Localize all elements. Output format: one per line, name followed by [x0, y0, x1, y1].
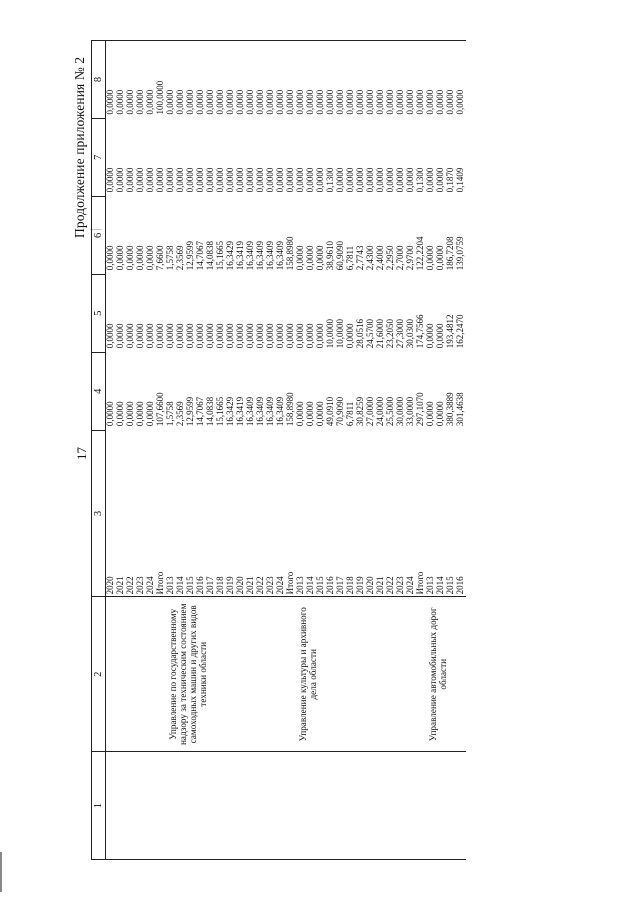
- value-col5: 0,0000: [265, 323, 276, 349]
- column-header: 7: [92, 118, 106, 196]
- year-cell: 2014: [175, 576, 186, 595]
- value-col5: 0,0000: [285, 323, 296, 349]
- value-col8: 0,0000: [176, 41, 186, 119]
- value-col8: 100,0000: [156, 41, 166, 119]
- year-cell: 2016: [325, 576, 336, 595]
- total-value: 2,3569: [175, 401, 186, 427]
- value-col8: 0,0000: [436, 41, 446, 119]
- value-col5: 0,0000: [235, 323, 246, 349]
- value-col7: 0,0000: [185, 167, 196, 193]
- total-value: 158,8980: [285, 392, 296, 427]
- value-col8: 0,0000: [216, 41, 226, 119]
- value-col6: 14,0838: [205, 241, 216, 271]
- total-value: 16,3419: [235, 396, 246, 427]
- year-cell: 2024: [145, 576, 156, 595]
- value-col5: 30,0300: [405, 318, 416, 349]
- column-header: 4: [92, 352, 106, 430]
- year-cell: 2023: [395, 576, 406, 595]
- year-cell: 2013: [295, 576, 306, 595]
- cell-col1: [166, 752, 296, 860]
- value-col7: 0,0000: [375, 167, 386, 193]
- year-cell: Итого: [415, 571, 426, 595]
- year-cell: 2023: [135, 576, 146, 595]
- value-col5: 0,0000: [125, 323, 136, 349]
- value-col5: 0,0000: [255, 323, 266, 349]
- total-value: 12,9599: [185, 396, 196, 427]
- value-col5: 193,4812: [445, 314, 456, 349]
- value-col8: 0,0000: [236, 41, 246, 119]
- value-col6: 0,0000: [315, 245, 326, 271]
- value-col8: 0,0000: [186, 41, 196, 119]
- year-cell: 2015: [445, 576, 456, 595]
- value-col6: 14,7067: [195, 241, 206, 271]
- table-row: [166, 41, 176, 860]
- year-cell: 2024: [405, 576, 416, 595]
- total-value: 0,0000: [425, 401, 436, 427]
- total-value: 1,5758: [165, 401, 176, 427]
- year-cell: 2016: [455, 576, 466, 595]
- total-value: 25,5000: [385, 396, 396, 427]
- value-col6: 2,7743: [355, 245, 366, 271]
- value-col7: 0,0000: [195, 167, 206, 193]
- year-cell: 2018: [215, 576, 226, 595]
- value-col7: 0,0000: [305, 167, 316, 193]
- value-col6: 6,7811: [345, 245, 356, 271]
- total-value: 27,0000: [365, 396, 376, 427]
- year-cell: 2022: [255, 576, 266, 595]
- column-header: 3: [92, 430, 106, 597]
- value-col7: 0,0000: [115, 167, 126, 193]
- value-col7: 0,0000: [155, 167, 166, 193]
- value-col8: 0,0000: [286, 41, 296, 119]
- cell-col1: [106, 752, 167, 860]
- total-value: 30,0000: [395, 396, 406, 427]
- value-col6: 2,3569: [175, 245, 186, 271]
- budget-table: [91, 40, 466, 860]
- value-col6: 2,9700: [405, 245, 416, 271]
- total-value: 24,0000: [375, 396, 386, 427]
- value-col7: 0,0000: [315, 167, 326, 193]
- total-value: 0,0000: [315, 401, 326, 427]
- value-col7: 0,0000: [275, 167, 286, 193]
- value-col8: 0,0000: [456, 41, 466, 119]
- value-col8: 0,0000: [426, 41, 436, 119]
- value-col7: 0,0000: [345, 167, 356, 193]
- value-col8: 0,0000: [346, 41, 356, 119]
- scan-edge-mark: [0, 852, 2, 892]
- value-col5: 0,0000: [175, 323, 186, 349]
- value-col7: 0,0000: [385, 167, 396, 193]
- total-value: 16,3429: [225, 396, 236, 427]
- value-col7: 0,0000: [435, 167, 446, 193]
- column-header: 8: [92, 41, 106, 119]
- year-cell: 2024: [275, 576, 286, 595]
- document-page: [72, 40, 568, 860]
- value-col6: 1,5758: [165, 245, 176, 271]
- value-col8: 0,0000: [196, 41, 206, 119]
- value-col8: 0,0000: [396, 41, 406, 119]
- value-col8: 0,0000: [336, 41, 346, 119]
- value-col6: 158,8980: [285, 236, 296, 271]
- value-col8: 0,0000: [446, 41, 456, 119]
- value-col6: 2,7000: [395, 245, 406, 271]
- year-cell: 2019: [225, 576, 236, 595]
- year-cell: 2023: [265, 576, 276, 595]
- value-col7: 0,0000: [365, 167, 376, 193]
- value-col6: 0,0000: [305, 245, 316, 271]
- department-name: Управление по государственному надзору за техническим состоянием самоходных машин и других видов техники области: [166, 597, 296, 752]
- value-col6: 122,2204: [415, 236, 426, 271]
- year-cell: 2017: [335, 576, 346, 595]
- year-cell: Итого: [155, 571, 166, 595]
- value-col7: 0,0000: [125, 167, 136, 193]
- year-cell: 2016: [195, 576, 206, 595]
- column-header: 1: [92, 752, 106, 860]
- value-col8: 0,0000: [316, 41, 326, 119]
- value-col8: 0,0000: [386, 41, 396, 119]
- value-col8: 0,0000: [406, 41, 416, 119]
- year-cell: 2020: [105, 576, 116, 595]
- value-col7: 0,0000: [105, 167, 116, 193]
- total-value: 30,8259: [355, 396, 366, 427]
- total-value: 16,3409: [255, 396, 266, 427]
- value-col5: 174,7566: [415, 314, 426, 349]
- value-col5: 0,0000: [275, 323, 286, 349]
- value-col5: 10,0000: [325, 318, 336, 349]
- column-header: 6: [92, 196, 106, 274]
- year-cell: 2014: [435, 576, 446, 595]
- value-col7: 0,0000: [285, 167, 296, 193]
- total-value: 301,4638: [455, 392, 466, 427]
- value-col7: 0,0000: [165, 167, 176, 193]
- total-value: 0,0000: [435, 401, 446, 427]
- year-cell: 2013: [425, 576, 436, 595]
- department-name: Управление культуры и архивного дела области: [296, 597, 426, 752]
- department-name: [106, 597, 167, 752]
- value-col7: 0,0000: [225, 167, 236, 193]
- total-value: 0,0000: [305, 401, 316, 427]
- year-cell: 2021: [115, 576, 126, 595]
- value-col8: 0,0000: [146, 41, 156, 119]
- total-value: 15,1665: [215, 396, 226, 427]
- value-col8: 0,0000: [206, 41, 216, 119]
- total-value: 6,7811: [345, 401, 356, 427]
- year-cell: 2014: [305, 576, 316, 595]
- value-col8: 0,0000: [226, 41, 236, 119]
- value-col6: 0,0000: [115, 245, 126, 271]
- cell-col1: [296, 752, 426, 860]
- value-col7: 0,0000: [135, 167, 146, 193]
- total-value: 297,1070: [415, 392, 426, 427]
- table-row: [296, 41, 306, 860]
- value-col6: 186,7208: [445, 236, 456, 271]
- value-col5: 27,3000: [395, 318, 406, 349]
- total-value: 70,9090: [335, 396, 346, 427]
- value-col5: 10,0000: [335, 318, 346, 349]
- value-col8: 0,0000: [246, 41, 256, 119]
- total-value: 0,0000: [295, 401, 306, 427]
- value-col8: 0,0000: [306, 41, 316, 119]
- total-value: 0,0000: [145, 401, 156, 427]
- value-col8: 0,0000: [276, 41, 286, 119]
- department-name: Управление автомобильных дорог области: [426, 597, 466, 752]
- total-value: 0,0000: [125, 401, 136, 427]
- value-col7: 0,0000: [265, 167, 276, 193]
- value-col8: 0,0000: [356, 41, 366, 119]
- value-col6: 60,9090: [335, 241, 346, 271]
- value-col6: 15,1665: [215, 241, 226, 271]
- table-body: [106, 41, 467, 860]
- value-col6: 2,4300: [365, 245, 376, 271]
- total-value: 16,3409: [275, 396, 286, 427]
- value-col5: 0,0000: [315, 323, 326, 349]
- value-col5: 0,0000: [115, 323, 126, 349]
- value-col7: 0,1300: [325, 167, 336, 193]
- value-col7: 0,0000: [235, 167, 246, 193]
- value-col6: 16,3429: [225, 241, 236, 271]
- value-col5: 23,2050: [385, 318, 396, 349]
- total-value: 0,0000: [135, 401, 146, 427]
- value-col6: 0,0000: [435, 245, 446, 271]
- year-cell: 2019: [355, 576, 366, 595]
- year-cell: Итого: [285, 571, 296, 595]
- value-col7: 0,0000: [405, 167, 416, 193]
- year-cell: 2013: [165, 576, 176, 595]
- column-header: 5: [92, 274, 106, 352]
- column-header-row: [92, 41, 106, 860]
- total-value: 16,3409: [245, 396, 256, 427]
- value-col7: 0,1870: [445, 167, 456, 193]
- year-cell: 2022: [125, 576, 136, 595]
- cell-col1: [426, 752, 466, 860]
- total-value: 33,0000: [405, 396, 416, 427]
- value-col6: 16,3419: [235, 241, 246, 271]
- value-col6: 0,0000: [105, 245, 116, 271]
- value-col5: 0,0000: [435, 323, 446, 349]
- value-col6: 12,9599: [185, 241, 196, 271]
- value-col7: 0,0000: [215, 167, 226, 193]
- value-col5: 0,0000: [185, 323, 196, 349]
- value-col8: 0,0000: [116, 41, 126, 119]
- value-col7: 0,1409: [455, 167, 466, 193]
- value-col8: 0,0000: [296, 41, 306, 119]
- year-cell: 2015: [315, 576, 326, 595]
- total-value: 16,3409: [265, 396, 276, 427]
- value-col7: 0,0000: [145, 167, 156, 193]
- value-col8: 0,0000: [326, 41, 336, 119]
- value-col7: 0,0000: [395, 167, 406, 193]
- value-col6: 2,4000: [375, 245, 386, 271]
- value-col7: 0,0000: [255, 167, 266, 193]
- total-value: 380,3889: [445, 392, 456, 427]
- value-col6: 0,0000: [135, 245, 146, 271]
- value-col7: 0,0000: [425, 167, 436, 193]
- value-col8: 0,0000: [256, 41, 266, 119]
- value-col6: 2,2950: [385, 245, 396, 271]
- total-value: 14,0838: [205, 396, 216, 427]
- value-col8: 0,0000: [376, 41, 386, 119]
- year-cell: 2018: [345, 576, 356, 595]
- value-col5: 0,0000: [165, 323, 176, 349]
- value-col5: 0,0000: [195, 323, 206, 349]
- value-col5: 0,0000: [215, 323, 226, 349]
- value-col8: 0,0000: [126, 41, 136, 119]
- value-col5: 0,0000: [425, 323, 436, 349]
- value-col7: 0,0000: [295, 167, 306, 193]
- table-row: [426, 41, 436, 860]
- value-col6: 0,0000: [145, 245, 156, 271]
- value-col5: 0,0000: [295, 323, 306, 349]
- value-col5: 0,0000: [305, 323, 316, 349]
- value-col8: 0,0000: [366, 41, 376, 119]
- total-value: 14,7067: [195, 396, 206, 427]
- table-row: [106, 41, 117, 860]
- value-col8: 0,0000: [136, 41, 146, 119]
- value-col6: 38,9610: [325, 241, 336, 271]
- value-col5: 0,0000: [135, 323, 146, 349]
- total-value: 107,6600: [155, 392, 166, 427]
- value-col6: 0,0000: [295, 245, 306, 271]
- year-cell: 2020: [365, 576, 376, 595]
- year-cell: 2017: [205, 576, 216, 595]
- continuation-label: Продолжение приложения № 2: [72, 56, 87, 238]
- year-cell: 2022: [385, 576, 396, 595]
- year-cell: 2020: [235, 576, 246, 595]
- value-col5: 24,5700: [365, 318, 376, 349]
- total-value: 49,0910: [325, 396, 336, 427]
- value-col5: 0,0000: [225, 323, 236, 349]
- value-col7: 0,0000: [205, 167, 216, 193]
- value-col8: 0,0000: [416, 41, 426, 119]
- year-cell: 2021: [245, 576, 256, 595]
- value-col5: 0,0000: [105, 323, 116, 349]
- value-col6: 16,3409: [245, 241, 256, 271]
- value-col5: 162,2470: [455, 314, 466, 349]
- value-col7: 0,1300: [415, 167, 426, 193]
- value-col5: 0,0000: [345, 323, 356, 349]
- value-col5: 0,0000: [245, 323, 256, 349]
- value-col5: 0,0000: [145, 323, 156, 349]
- value-col5: 0,0000: [205, 323, 216, 349]
- column-header: 2: [92, 597, 106, 752]
- value-col8: 0,0000: [166, 41, 176, 119]
- value-col6: 16,3409: [275, 241, 286, 271]
- value-col7: 0,0000: [245, 167, 256, 193]
- value-col8: 0,0000: [266, 41, 276, 119]
- value-col8: 0,0000: [106, 41, 117, 119]
- value-col6: 7,6600: [155, 245, 166, 271]
- value-col6: 16,3409: [255, 241, 266, 271]
- value-col5: 21,6000: [375, 318, 386, 349]
- value-col6: 139,0759: [455, 236, 466, 271]
- value-col6: 0,0000: [125, 245, 136, 271]
- value-col6: 16,3409: [265, 241, 276, 271]
- value-col7: 0,0000: [175, 167, 186, 193]
- total-value: 0,0000: [105, 401, 116, 427]
- value-col7: 0,0000: [335, 167, 346, 193]
- value-col5: 0,0000: [155, 323, 166, 349]
- year-cell: 2021: [375, 576, 386, 595]
- total-value: 0,0000: [115, 401, 126, 427]
- value-col5: 28,0516: [355, 318, 366, 349]
- value-col6: 0,0000: [425, 245, 436, 271]
- value-col7: 0,0000: [355, 167, 366, 193]
- page-number: 17: [74, 447, 89, 460]
- year-cell: 2015: [185, 576, 196, 595]
